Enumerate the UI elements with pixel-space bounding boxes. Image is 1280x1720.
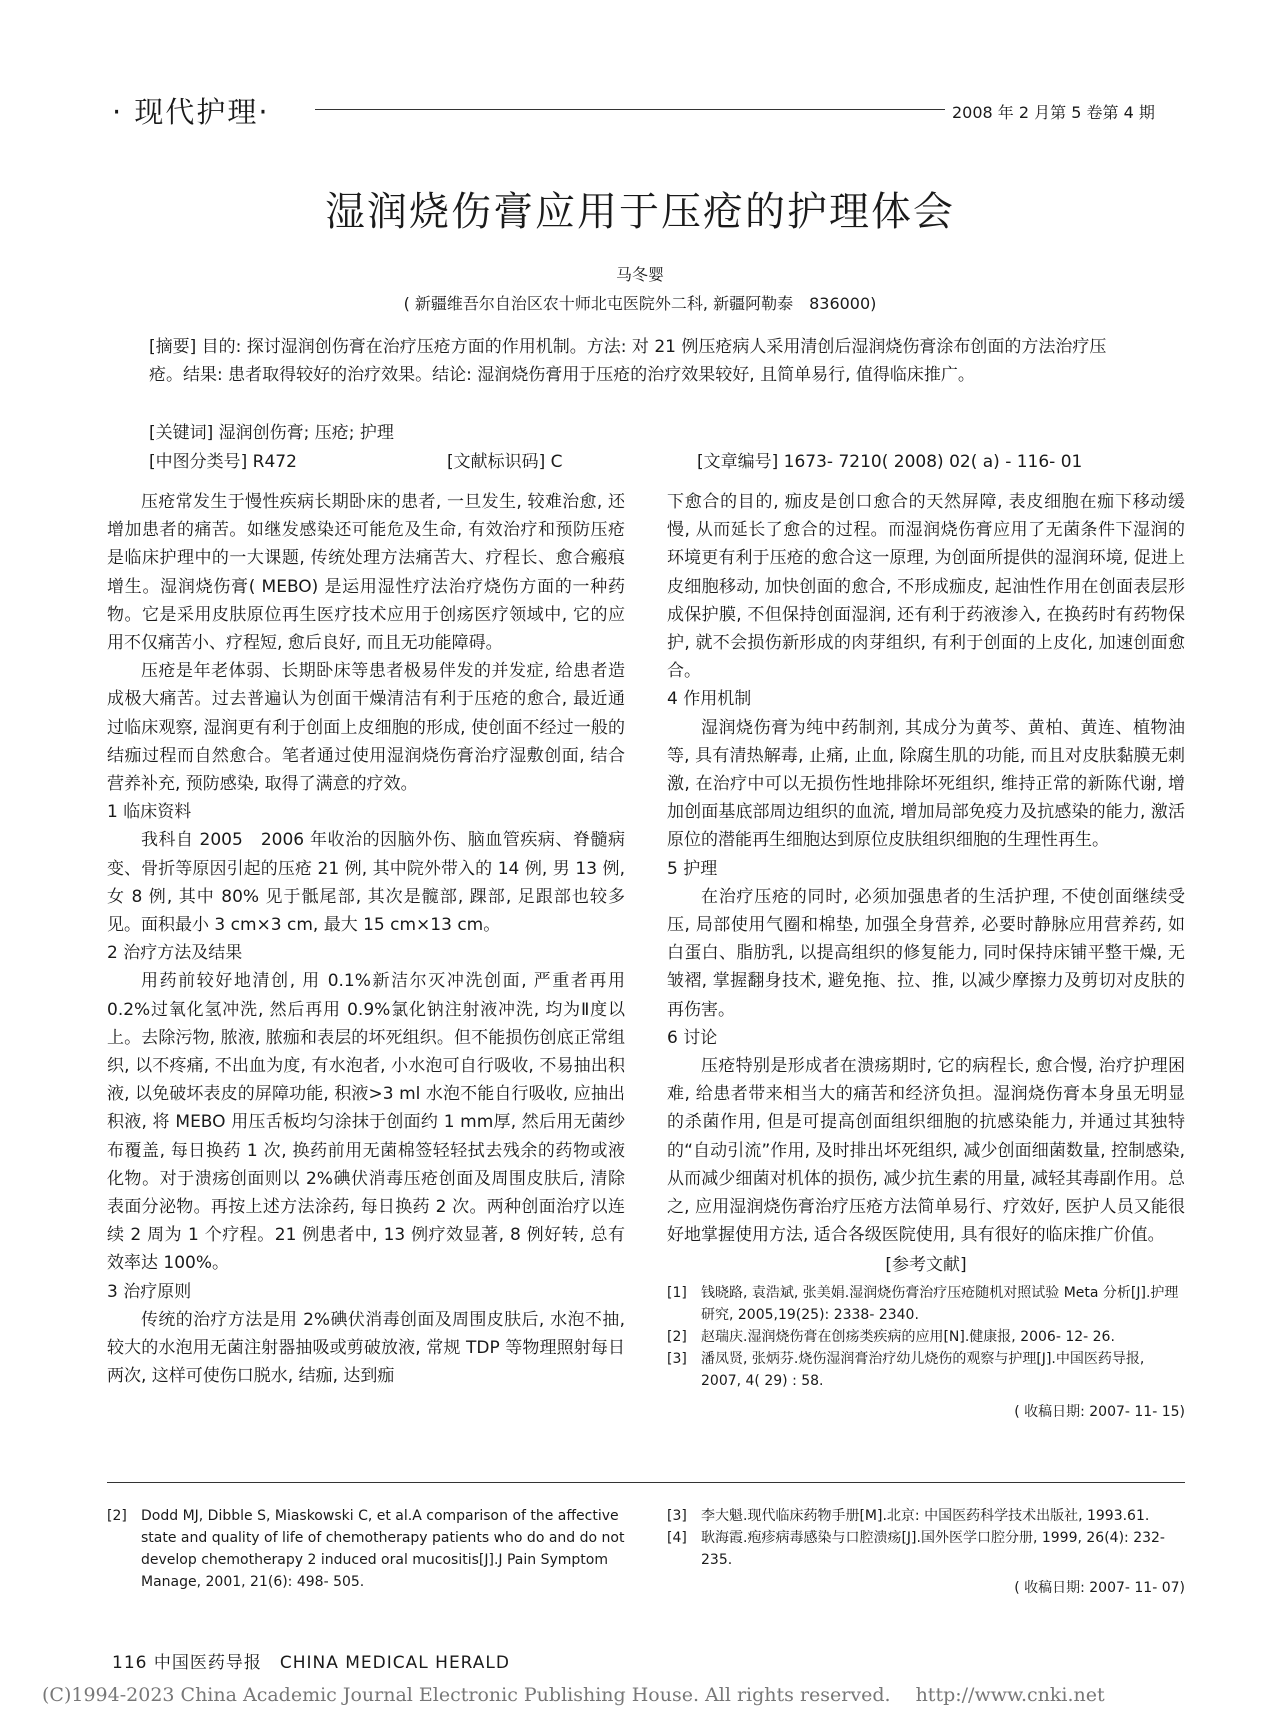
keywords: [关键词] 湿润创伤膏; 压疮; 护理 xyxy=(149,423,394,443)
journal-section-name: · 现代护理· xyxy=(112,95,270,129)
section-heading: 1 临床资料 xyxy=(107,802,192,823)
reference-text: 钱晓路, 袁浩斌, 张美娟.湿润烧伤膏治疗压疮随机对照试验 Meta 分析[J].护理研究, 2005,19(25): 2338- 2340. xyxy=(701,1284,1179,1323)
reference-number: [4] xyxy=(667,1530,687,1546)
reference-number: [1] xyxy=(667,1284,687,1301)
reference-item xyxy=(667,1282,1185,1326)
received-date: ( 收稿日期: 2007- 11- 07) xyxy=(1014,1580,1185,1596)
reference-number: [3] xyxy=(667,1508,687,1524)
prior-article-references xyxy=(667,1505,1185,1599)
paragraph: 湿润烧伤膏为纯中药制剂, 其成分为黄芩、黄柏、黄连、植物油等, 具有清热解毒, 止痛, 止血, 除腐生肌的功能, 而且对皮肤黏膜无刺激, 在治疗中可以无损伤性地排除坏死组织, 维持正常的新陈代谢, 增加创面基底部周边组织的血流, 增加局部免疫力及抗感染的能力, 激活原位的潜能再生细胞达到原位皮肤组织细胞的生理性再生。 xyxy=(667,717,1185,851)
reference-list xyxy=(667,1282,1185,1392)
classification-number: [中图分类号] R472 xyxy=(149,452,297,472)
section-heading: 6 讨论 xyxy=(667,1027,718,1048)
affiliation: ( 新疆维吾尔自治区农十师北屯医院外二科, 新疆阿勒泰 836000) xyxy=(403,294,877,313)
paragraph: 压疮是年老体弱、长期卧床等患者极易伴发的并发症, 给患者造成极大痛苦。过去普遍认为创面干燥清洁有利于压疮的愈合, 最近通过临床观察, 湿润更有利于创面上皮细胞的形成, 使创面不经过一般的结痂过程而自然愈合。笔者通过使用湿润烧伤膏治疗湿敷创面, 结合营养补充, 预防感染, 取得了满意的疗效。 xyxy=(107,661,625,795)
paragraph: 压疮特别是形成者在溃疡期时, 它的病程长, 愈合慢, 治疗护理困难, 给患者带来相当大的痛苦和经济负担。湿润烧伤膏本身虽无明显的杀菌作用, 但是可提高创面组织细胞的抗感染能力, 并通过其独特的“自动引流”作用, 及时排出坏死组织, 减少创面细菌数量, 控制感染, 从而减少细菌对机体的损伤, 减少抗生素的用量, 减轻其毒副作用。总之, 应用湿润烧伤膏治疗压疮方法简单易行、疗效好, 医护人员又能很好地掌握使用方法, 适合各级医院使用, 具有很好的临床推广价值。 xyxy=(667,1056,1185,1246)
reference-number: [2] xyxy=(667,1328,687,1345)
paragraph: 用药前较好地清创, 用 0.1%新洁尔灭冲洗创面, 严重者再用 0.2%过氧化氢冲洗, 然后再用 0.9%氯化钠注射液冲洗, 均为Ⅱ度以上。去除污物, 脓液, 脓痂和表层的坏死组织。但不能损伤创底正常组织, 以不疼痛, 不出血为度, 有水泡者, 小水泡可自行吸收, 不易抽出积液, 以免破坏表皮的屏障功能, 积液>3 ml 水泡不能自行吸收, 应抽出积液, 将 MEBO 用压舌板均匀涂抹于创面约 1 mm厚, 然后用无菌纱布覆盖, 每日换药 1 次, 换药前用无菌棉签轻轻拭去残余的药物或液化物。对于溃疡创面则以 2%碘伏消毒压疮创面及周围皮肤后, 清除表面分泌物。再按上述方法涂药, 每日换药 2 次。两种创面治疗以连续 2 周为 1 个疗程。21 例患者中, 13 例疗效显著, 8 例好转, 总有效率达 100%。 xyxy=(107,971,625,1274)
reference-number: [3] xyxy=(667,1350,687,1367)
reference-number: [2] xyxy=(107,1508,127,1524)
separator-rule xyxy=(107,1482,1185,1483)
document-code: [文献标识码] C xyxy=(447,452,563,472)
paragraph: 我科自 2005 2006 年收治的因脑外伤、脑血管疾病、脊髓病变、骨折等原因引起的压疮 21 例, 其中院外带入的 14 例, 男 13 例, 女 8 例, 其中 80% 见于骶尾部, 其次是髋部, 踝部, 足跟部也较多见。面积最小 3 cm×3 cm, 最大 15 cm×13 cm。 xyxy=(107,830,625,936)
reference-item xyxy=(667,1326,1185,1348)
reference-item xyxy=(107,1505,625,1593)
reference-item xyxy=(667,1527,1185,1571)
copyright-notice: (C)1994-2023 China Academic Journal Electronic Publishing House. All rights reserved. http://www.cnki.net xyxy=(42,1684,1105,1706)
abstract: [摘要] 目的: 探讨湿润创伤膏在治疗压疮方面的作用机制。方法: 对 21 例压疮病人采用清创后湿润烧伤膏涂布创面的方法治疗压疮。结果: 患者取得较好的治疗效果。结论: 湿润烧伤膏用于压疮的治疗效果较好, 且简单易行, 值得临床推广。 xyxy=(149,337,1107,385)
section-heading: 4 作用机制 xyxy=(667,689,752,710)
section-heading: 5 护理 xyxy=(667,858,718,879)
prior-article-reference xyxy=(107,1505,625,1593)
references-heading: [参考文献] xyxy=(885,1255,967,1276)
reference-text: 李大魁.现代临床药物手册[M].北京: 中国医药科学技术出版社, 1993.61. xyxy=(701,1508,1150,1524)
article-title: 湿润烧伤膏应用于压疮的护理体会 xyxy=(325,189,955,235)
reference-text: 耿海霞.疱疹病毒感染与口腔溃疡[J].国外医学口腔分册, 1999, 26(4): 232- 235. xyxy=(701,1530,1165,1568)
paragraph: 压疮常发生于慢性疾病长期卧床的患者, 一旦发生, 较难治愈, 还增加患者的痛苦。如继发感染还可能危及生命, 有效治疗和预防压疮是临床护理中的一大课题, 传统处理方法痛苦大、疗程长、愈合瘢痕增生。湿润烧伤膏( MEBO) 是运用湿性疗法治疗烧伤方面的一种药物。它是采用皮肤原位再生医疗技术应用于创疡医疗领域中, 它的应用不仅痛苦小、疗程短, 愈后良好, 而且无功能障碍。 xyxy=(107,492,625,654)
paragraph: 传统的治疗方法是用 2%碘伏消毒创面及周围皮肤后, 水泡不抽, 较大的水泡用无菌注射器抽吸或剪破放液, 常规 TDP 等物理照射每日两次, 这样可使伤口脱水, 结痂, 达到痂 xyxy=(107,1309,625,1387)
section-heading: 3 治疗原则 xyxy=(107,1281,192,1302)
reference-text: 赵瑞庆.湿润烧伤膏在创疡类疾病的应用[N].健康报, 2006- 12- 26. xyxy=(701,1328,1115,1345)
reference-item xyxy=(667,1348,1185,1392)
article-number: [文章编号] 1673- 7210( 2008) 02( a) - 116- 01 xyxy=(697,452,1083,472)
page-footer: 116 中国医药导报 CHINA MEDICAL HERALD xyxy=(112,1653,510,1673)
paragraph: 在治疗压疮的同时, 必须加强患者的生活护理, 不使创面继续受压, 局部使用气圈和棉垫, 加强全身营养, 必要时静脉应用营养药, 如白蛋白、脂肪乳, 以提高组织的修复能力, 同时保持床铺平整干燥, 无皱褶, 掌握翻身技术, 避免拖、拉、推, 以减少摩擦力及剪切对皮肤的再伤害。 xyxy=(667,886,1185,1020)
header-rule xyxy=(315,109,945,110)
received-date: ( 收稿日期: 2007- 11- 15) xyxy=(1014,1403,1185,1420)
section-heading: 2 治疗方法及结果 xyxy=(107,943,243,964)
left-column xyxy=(107,488,625,1391)
author: 马冬婴 xyxy=(615,265,664,284)
reference-text: Dodd MJ, Dibble S, Miaskowski C, et al.A comparison of the affective state and quality of life of chemotherapy patients who do and do not develop chemotherapy 2 induced oral mucositis[J].J Pain Symptom Manage, 2001, 21(6): 498- 505. xyxy=(141,1508,625,1590)
paragraph: 下愈合的目的, 痂皮是创口愈合的天然屏障, 表皮细胞在痂下移动缓慢, 从而延长了愈合的过程。而湿润烧伤膏应用了无菌条件下湿润的环境更有利于压疮的愈合这一原理, 为创面所提供的湿润环境, 促进上皮细胞移动, 加快创面的愈合, 不形成痂皮, 起油性作用在创面表层形成保护膜, 不但保持创面湿润, 还有利于药液渗入, 在换药时有药物保护, 就不会损伤新形成的肉芽组织, 有利于创面的上皮化, 加速创面愈合。 xyxy=(667,492,1185,682)
reference-text: 潘凤贤, 张炳芬.烧伤湿润膏治疗幼儿烧伤的观察与护理[J].中国医药导报, 2007, 4( 29) : 58. xyxy=(701,1350,1145,1389)
issue-info: 2008 年 2 月第 5 卷第 4 期 xyxy=(952,103,1155,122)
right-column xyxy=(667,488,1185,1426)
reference-item xyxy=(667,1505,1185,1527)
